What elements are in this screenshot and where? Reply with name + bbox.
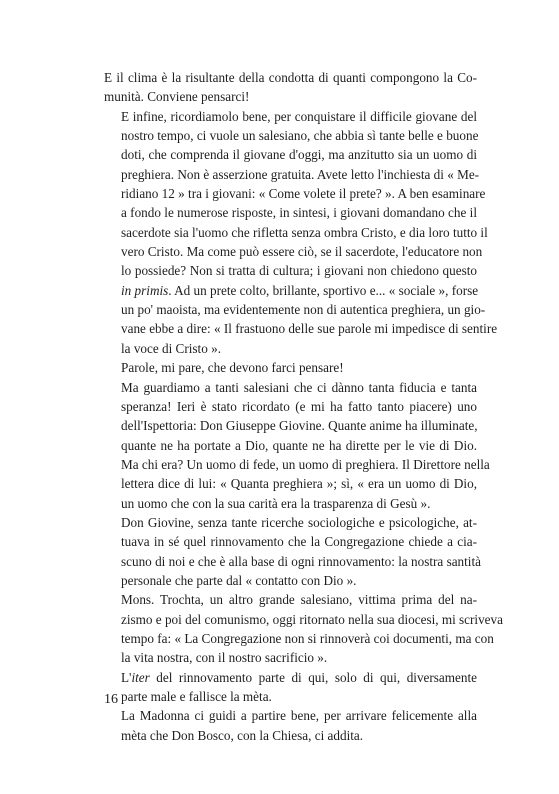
text-line: quante ne ha portate a Dio, quante ne ha dirette per le vie di Dio.: [121, 437, 477, 453]
paragraph: [104, 668, 477, 707]
text-line: tuava in sé quel rinnovamento che la Congregazione chiede a cia-: [121, 534, 477, 550]
text-line: parte male e fallisce la mèta.: [121, 689, 272, 704]
paragraph: [104, 706, 477, 745]
paragraph: [104, 107, 498, 358]
paragraph: [104, 378, 490, 513]
text-line: E il clima è la risultante della condotta di quanti compongono la Co-: [104, 70, 477, 85]
text-line: preghiera. Non è asserzione gratuita. Avete letto l'inchiesta di « Me-: [121, 166, 480, 182]
text-line: sacerdote sia l'uomo che rifletta senza ombra Cristo, e dia loro tutto il: [121, 224, 488, 240]
text-line: speranza! Ieri è stato ricordato (e mi ha fatto tanto piacere) uno: [121, 398, 477, 414]
text-line: E infine, ricordiamolo bene, per conquistare il difficile giovane del: [121, 108, 477, 124]
text-line: lettera dice di lui: « Quanta preghiera »; sì, « era un uomo di Dio,: [121, 476, 477, 492]
text-line: in primis. Ad un prete colto, brillante, sportivo e... « sociale », forse: [121, 282, 479, 298]
text-line: a fondo le numerose risposte, in sintesi, i giovani domandano che il: [121, 205, 477, 221]
text-line: Parole, mi pare, che devono farci pensare!: [121, 360, 344, 376]
text-line: mèta che Don Bosco, con la Chiesa, ci addita.: [121, 727, 364, 743]
paragraph: [104, 68, 477, 107]
text-line: tempo fa: « La Congregazione non si rinnoverà coi documenti, ma con: [121, 630, 494, 646]
italic-phrase: iter: [131, 669, 150, 685]
page-number: 16: [104, 692, 118, 707]
paragraph: [104, 513, 481, 590]
text-line: Ma chi era? Un uomo di fede, un uomo di preghiera. Il Direttore nella: [121, 456, 490, 472]
text-line: scuno di noi e che è alla base di ogni rinnovamento: la nostra santità: [121, 553, 481, 569]
text-line: la vita nostra, con il nostro sacrificio ».: [121, 650, 328, 666]
text-line: zismo e poi del comunismo, oggi ritornato nella sua diocesi, mi scriveva: [121, 611, 503, 627]
text-line: vero Cristo. Ma come può essere ciò, se il sacerdote, l'educatore non: [121, 244, 483, 260]
text-line: un po' maoista, ma evidentemente non di autentica preghiera, un gio-: [121, 302, 486, 318]
paragraph: [104, 590, 503, 667]
body-text: [104, 68, 503, 745]
text-line: Ma guardiamo a tanti salesiani che ci dànno tanta fiducia e tanta: [121, 379, 477, 395]
text-line: munità. Conviene pensarci!: [104, 89, 250, 105]
text-line: doti, che comprenda il giovane d'oggi, ma anzitutto sia un uomo di: [121, 147, 477, 163]
text-line: personale che parte dal « contatto con Dio ».: [121, 572, 357, 588]
text-line: L'iter del rinnovamento parte di qui, solo di qui, diversamente: [121, 669, 477, 685]
text-line: Mons. Trochta, un altro grande salesiano, vittima prima del na-: [121, 592, 477, 608]
italic-phrase: in primis: [121, 282, 169, 298]
text-line: nostro tempo, ci vuole un salesiano, che abbia sì tante belle e buone: [121, 128, 479, 144]
text-line: un uomo che con la sua carità era la trasparenza di Gesù ».: [121, 495, 431, 511]
text-line: Don Giovine, senza tante ricerche sociologiche e psicologiche, at-: [121, 514, 477, 530]
text-line: la voce di Cristo ».: [121, 340, 221, 356]
text-line: dell'Ispettoria: Don Giuseppe Giovine. Quante anime ha illuminate,: [121, 418, 478, 434]
text-line: lo possiede? Non si tratta di cultura; i giovani non chiedono questo: [121, 263, 477, 279]
text-line: La Madonna ci guidi a partire bene, per arrivare felicemente alla: [121, 708, 477, 724]
text-line: vane ebbe a dire: « Il frastuono delle sue parole mi impedisce di sentire: [121, 321, 498, 337]
text-line: ridiano 12 » tra i giovani: « Come volete il prete? ». A ben esaminare: [121, 186, 486, 202]
paragraph: [104, 358, 477, 377]
